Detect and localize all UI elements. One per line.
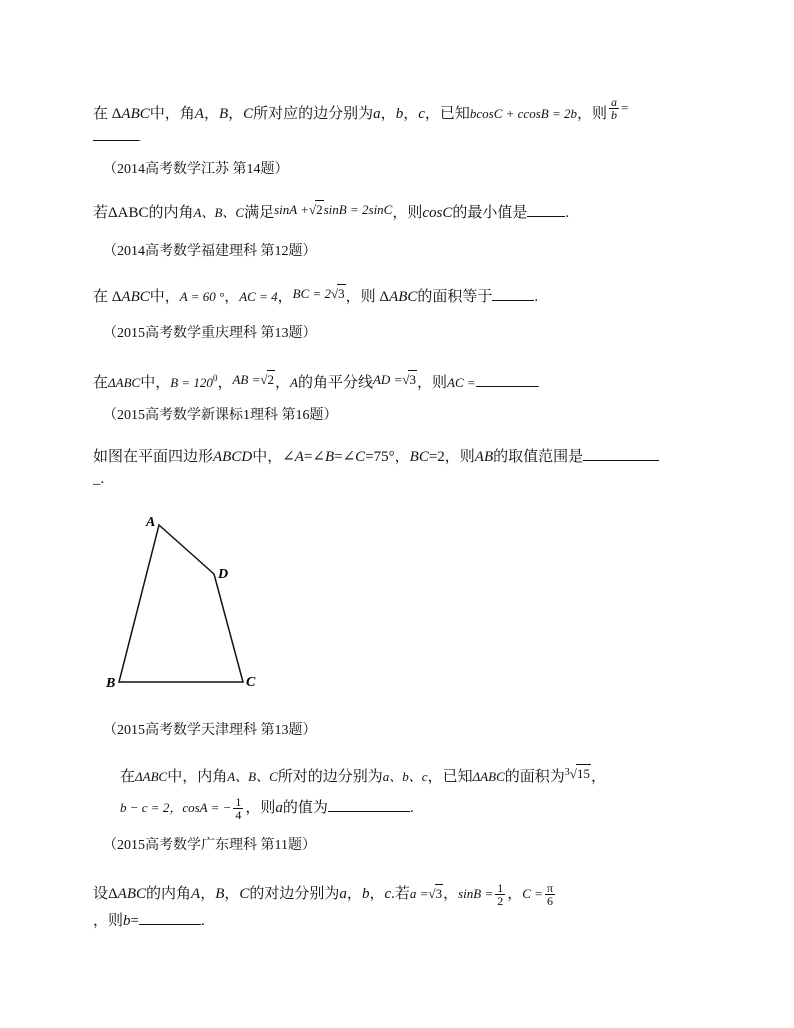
- text: 在: [93, 375, 109, 391]
- radicand: 2: [316, 202, 323, 217]
- source-label: （2015高考数学广东理科 第11题）: [103, 838, 316, 853]
- text: 0: [212, 373, 218, 383]
- problem-6-line2: [120, 796, 414, 821]
- text: A: [290, 375, 298, 390]
- formula: A = 60 °: [179, 289, 225, 304]
- text: 的内角: [146, 885, 192, 902]
- formula: sinB =: [458, 885, 494, 901]
- answer-blank[interactable]: [583, 446, 659, 461]
- text: ABC: [117, 885, 146, 902]
- text: 满足: [244, 205, 275, 221]
- text: ABCD: [213, 449, 253, 465]
- text: .: [565, 205, 570, 221]
- text: 中，内角: [167, 769, 228, 785]
- text: ΔABC: [108, 375, 141, 390]
- text: ，: [217, 375, 233, 391]
- text: 3: [564, 767, 570, 778]
- text: ，: [443, 885, 459, 902]
- text: 的值为: [282, 799, 328, 816]
- fraction: $\frac{a}{b}$: [611, 95, 617, 122]
- label-c: C: [246, 675, 256, 690]
- text: 所对的边分别为: [277, 769, 383, 785]
- text: =: [130, 913, 139, 929]
- text: ABC: [389, 289, 418, 305]
- text: =∠: [334, 449, 356, 465]
- text: 的角平分线: [297, 375, 373, 391]
- radicand: 3: [338, 286, 345, 301]
- text: BC: [409, 449, 429, 465]
- formula: C =: [522, 885, 543, 901]
- formula: AD =: [372, 372, 403, 387]
- source-label: （2015高考数学天津理科 第13题）: [103, 723, 317, 738]
- problem-2: 若ΔABC的内角A、B、C满足sinA +√2sinB = 2sinC，则cosC的最小值是 .: [93, 202, 570, 221]
- text: A、B、C: [193, 205, 245, 220]
- text: ，: [203, 105, 219, 122]
- text: .: [537, 380, 540, 389]
- formula: BC = 2: [292, 286, 332, 301]
- text: c: [418, 105, 425, 122]
- text: b: [395, 105, 404, 122]
- fraction: $\frac{\pi}{6}$: [546, 881, 553, 908]
- text: 如图在平面四边形: [93, 449, 214, 465]
- answer-blank[interactable]: [527, 202, 565, 217]
- text: ，: [275, 375, 291, 391]
- text: ABC: [121, 105, 150, 122]
- text: ，: [224, 289, 240, 305]
- text: A: [194, 105, 204, 122]
- formula: sinB = 2sinC: [323, 202, 393, 217]
- radicand: 15: [576, 766, 590, 781]
- text: 在: [120, 769, 136, 785]
- text: ΔABC: [472, 769, 505, 784]
- problem-6: 在ΔABC中，内角A、B、C所对的边分别为a、b、c，已知ΔABC的面积为$^3$√15，: [120, 766, 606, 785]
- text: 的最小值是: [452, 205, 528, 221]
- text: b: [123, 913, 131, 929]
- formula: sinA +: [274, 202, 309, 217]
- text: 中，角: [149, 105, 195, 122]
- text: ，已知: [424, 105, 470, 122]
- text: ，: [590, 769, 606, 785]
- answer-blank[interactable]: .: [93, 126, 141, 148]
- text: 在 Δ: [93, 105, 122, 122]
- text: B: [215, 885, 225, 902]
- text: a、b、c: [382, 769, 428, 784]
- text: .若: [391, 885, 410, 902]
- text: C: [243, 105, 254, 122]
- radicand: 2: [267, 372, 274, 387]
- source-label: （2015高考数学新课标1理科 第16题）: [103, 408, 338, 423]
- quadrilateral-shape: [119, 525, 243, 682]
- label-d: D: [218, 567, 229, 582]
- radicand: 3: [409, 372, 416, 387]
- problem-3: 在 ΔABC中，A = 60 °，AC = 4，BC = 2√3，则 ΔABC的面积等于 .: [93, 286, 539, 305]
- source-label: （2014高考数学江苏 第14题）: [103, 162, 289, 177]
- text: ，则: [93, 913, 124, 929]
- answer-blank[interactable]: [328, 797, 410, 812]
- formula: AC = 4: [239, 289, 278, 304]
- text: A: [294, 449, 304, 465]
- text: ，: [403, 105, 419, 122]
- text: 中，: [149, 289, 180, 305]
- text: a: [275, 799, 283, 816]
- formula: a =: [409, 885, 429, 901]
- text: ，则: [245, 799, 276, 816]
- text: 所对应的边分别为: [253, 105, 374, 122]
- text: =75°，: [365, 449, 410, 465]
- text: ，则: [392, 205, 423, 221]
- text: =∠: [303, 449, 325, 465]
- text: =2，则: [428, 449, 475, 465]
- text: a: [373, 105, 381, 122]
- text: ，: [369, 885, 385, 902]
- text: =: [621, 99, 629, 115]
- radicand: 3: [435, 885, 443, 901]
- text: ，: [507, 885, 523, 902]
- text: ，: [346, 885, 362, 902]
- text: 的面积等于: [417, 289, 493, 305]
- text: AB: [474, 449, 494, 465]
- problem-4: 在ΔABC中，$B = 120^0$，AB =√2，A的角平分线AD =√3，则AC = .: [93, 372, 540, 391]
- formula: AC =: [447, 375, 476, 390]
- source-label: （2014高考数学福建理科 第12题）: [103, 244, 317, 259]
- problem-7: 设ΔABC的内角A，B，C的对边分别为a，b，c.若a =√3，sinB = $\frac{1}{2}$ ，C = $\frac{\pi}{6}$: [93, 881, 553, 908]
- answer-blank[interactable]: [139, 910, 201, 925]
- text: B: [218, 105, 229, 122]
- problem-5-end: _.: [93, 471, 105, 487]
- text: ，: [228, 105, 244, 122]
- formula: bcosC + ccosB = 2b: [469, 105, 577, 121]
- text: C: [355, 449, 366, 465]
- text: 若ΔABC的内角: [93, 205, 194, 221]
- text: 设Δ: [93, 885, 118, 902]
- fraction: $\frac{1}{4}$: [235, 795, 242, 822]
- text: ，则 Δ: [345, 289, 390, 305]
- text: ，: [277, 289, 293, 305]
- text: ，: [380, 105, 396, 122]
- source-label: （2015高考数学重庆理科 第13题）: [103, 326, 317, 341]
- text: b: [361, 885, 370, 902]
- label-b: B: [106, 676, 116, 691]
- problem-5: [93, 446, 659, 466]
- text: cosC: [422, 205, 453, 221]
- text: ，已知: [427, 769, 473, 785]
- formula: AB =: [232, 372, 261, 387]
- text: 的对边分别为: [249, 885, 340, 902]
- problem-7-line2: [93, 910, 205, 930]
- text: ，: [200, 885, 216, 902]
- text: A、B、C: [227, 769, 278, 784]
- text: c: [384, 885, 392, 902]
- text: .: [200, 913, 205, 929]
- text: 中，: [140, 375, 171, 391]
- problem-1: [93, 95, 629, 127]
- text: 的取值范围是: [493, 449, 584, 465]
- answer-blank[interactable]: [492, 286, 534, 301]
- formula: b − c = 2，cosA = −: [120, 799, 232, 815]
- text: ，则: [416, 375, 447, 391]
- quadrilateral-figure: [100, 510, 280, 695]
- text: 中，∠: [252, 449, 295, 465]
- fraction: $\frac{1}{2}$: [497, 881, 504, 908]
- formula: B = 120: [170, 375, 213, 390]
- label-a: A: [146, 515, 156, 530]
- text: B: [324, 449, 335, 465]
- text: ，则: [576, 105, 607, 122]
- answer-blank[interactable]: [476, 372, 538, 387]
- text: a: [339, 885, 347, 902]
- text: 的面积为: [504, 769, 565, 785]
- text: ΔABC: [135, 769, 168, 784]
- text: 在 Δ: [93, 289, 122, 305]
- text: .: [409, 799, 414, 816]
- text: C: [239, 885, 250, 902]
- text: ABC: [121, 289, 150, 305]
- text: A: [191, 885, 201, 902]
- text: ，: [224, 885, 240, 902]
- text: .: [534, 289, 539, 305]
